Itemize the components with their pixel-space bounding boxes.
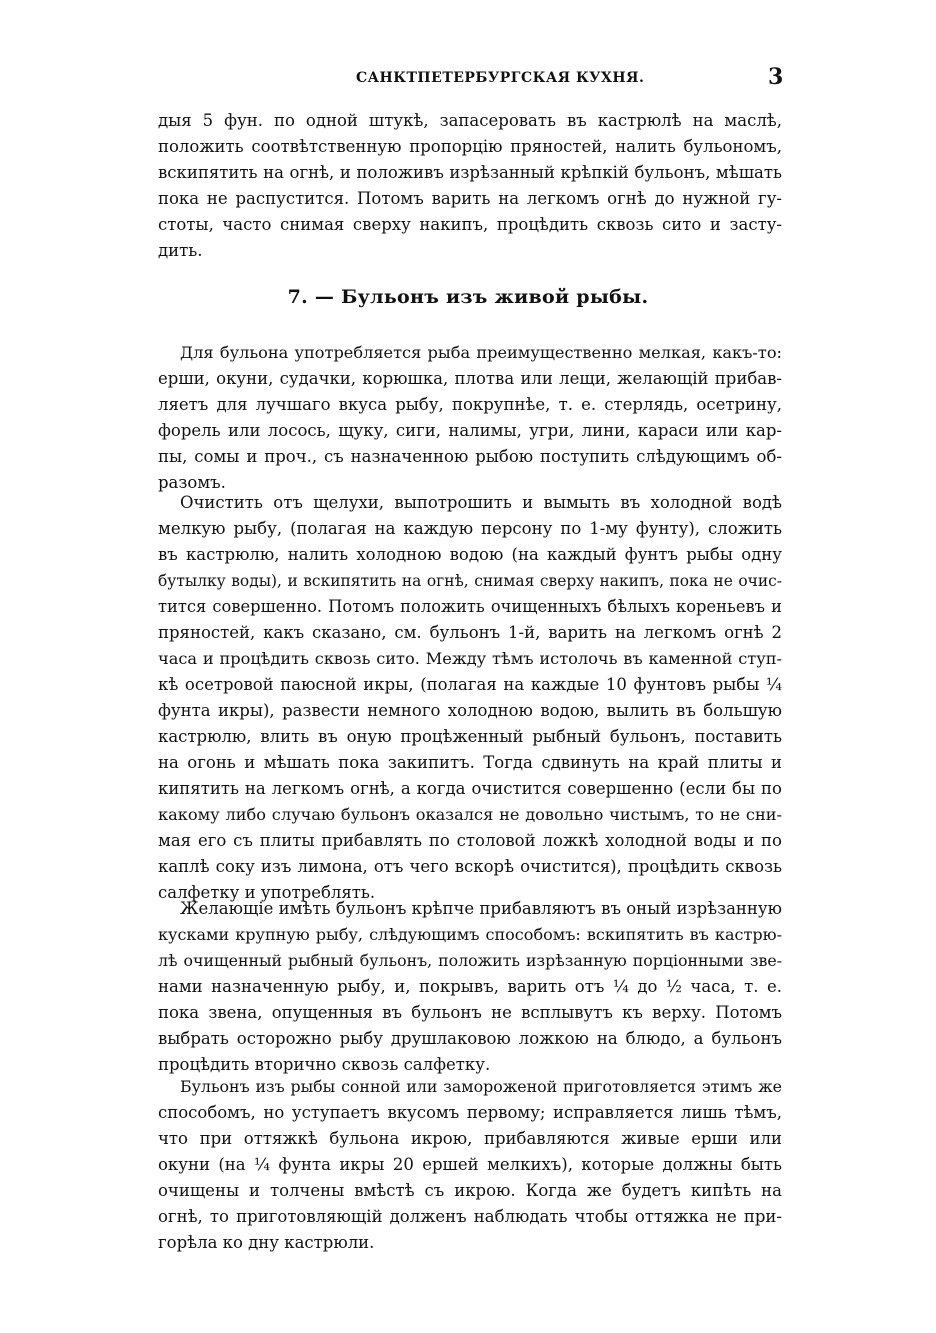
- text-line: часа и процѣдить сквозь сито. Между тѣмъ истолочь въ каменной ступ-: [158, 649, 782, 668]
- text-line: бутылку воды), и вскипятить на огнѣ, снимая сверху накипъ, пока не очис-: [158, 572, 782, 590]
- paragraph-3: [158, 896, 782, 1078]
- text-line: мелкую рыбу, (полагая на каждую персону по 1-му фунту), сложить: [158, 519, 782, 538]
- text-line: пока звена, опущенныя въ бульонъ не всплывутъ къ верху. Потомъ: [158, 1003, 782, 1022]
- text-line: разомъ.: [158, 473, 226, 492]
- text-line: ерши, окуни, судачки, корюшка, плотва или лещи, желающій прибав-: [158, 369, 782, 388]
- text-line: дить.: [158, 241, 203, 260]
- section-heading: 7. — Бульонъ изъ живой рыбы.: [287, 286, 649, 308]
- text-line: Желающіе имѣть бульонъ крѣпче прибавляютъ въ оный изрѣзанную: [180, 899, 782, 918]
- text-line: очищены и толчены вмѣстѣ съ икрою. Когда же будетъ кипѣть на: [158, 1181, 782, 1200]
- text-line: положить соотвѣтственную пропорцію пряностей, налить бульономъ,: [158, 137, 782, 156]
- text-line: на огонь и мѣшать пока закипитъ. Тогда сдвинуть на край плиты и: [158, 753, 782, 772]
- text-line: нами назначенную рыбу, и, покрывъ, варить отъ ¼ до ½ часа, т. е.: [158, 977, 782, 996]
- text-line: огнѣ, то приготовляющій долженъ наблюдать чтобы оттяжка не при-: [158, 1207, 782, 1226]
- text-line: способомъ, но уступаетъ вкусомъ первому; исправляется лишь тѣмъ,: [158, 1103, 782, 1122]
- text-line: выбрать осторожно рыбу друшлаковою ложкою на блюдо, а бульонъ: [158, 1029, 782, 1048]
- text-line: процѣдить вторично сквозь салфетку.: [158, 1055, 491, 1074]
- text-line: ляетъ для лучшаго вкуса рыбу, покрупнѣе, т. е. стерлядь, осетрину,: [158, 395, 782, 414]
- paragraph-2: [158, 490, 782, 906]
- text-line: фунта икры), развести немного холодною водою, вылить въ большую: [158, 701, 782, 720]
- text-line: въ кастрюлю, налить холодною водою (на каждый фунтъ рыбы одну: [158, 545, 782, 564]
- text-line: пы, сомы и проч., съ назначенною рыбою поступить слѣдующимъ об-: [158, 447, 782, 466]
- text-line: кусками крупную рыбу, слѣдующимъ способомъ: вскипятить въ кастрю-: [158, 925, 782, 944]
- text-line: Очистить отъ щелухи, выпотрошить и вымыть въ холодной водѣ: [180, 493, 782, 512]
- text-line: тится совершенно. Потомъ положить очищенныхъ бѣлыхъ кореньевъ и: [158, 597, 782, 616]
- text-line: вскипятить на огнѣ, и положивъ изрѣзанный крѣпкій бульонъ, мѣшать: [158, 163, 782, 182]
- text-line: пряностей, какъ сказано, см. бульонъ 1-й, варить на легкомъ огнѣ 2: [158, 623, 782, 642]
- page-number: 3: [768, 64, 784, 90]
- text-line: пока не распустится. Потомъ варить на легкомъ огнѣ до нужной гу-: [158, 189, 782, 208]
- text-line: кѣ осетровой паюсной икры, (полагая на каждые 10 фунтовъ рыбы ¼: [158, 675, 782, 694]
- text-line: каплѣ соку изъ лимона, отъ чего вскорѣ очистится), процѣдить сквозь: [158, 857, 782, 876]
- continuation-paragraph: [158, 108, 782, 264]
- text-line: форель или лосось, щуку, сиги, налимы, угри, лини, караси или кар-: [158, 421, 782, 440]
- text-line: Бульонъ изъ рыбы сонной или замороженой приготовляется этимъ же: [180, 1077, 782, 1096]
- text-line: кастрюлю, влить въ оную процѣженный рыбный бульонъ, поставить: [158, 727, 782, 746]
- text-line: лѣ очищенный рыбный бульонъ, положить изрѣзанную порціонными зве-: [158, 951, 782, 970]
- running-head: [0, 64, 936, 92]
- text-line: Для бульона употребляется рыба преимущественно мелкая, какъ-то:: [180, 343, 782, 362]
- text-line: дыя 5 фун. по одной штукѣ, запасеровать въ кастрюлѣ на маслѣ,: [158, 111, 782, 130]
- text-line: стоты, часто снимая сверху накипъ, процѣдить сквозь сито и засту-: [158, 215, 782, 234]
- paragraph-1: [158, 340, 782, 496]
- paragraph-4: [158, 1074, 782, 1256]
- text-line: кипятить на легкомъ огнѣ, а когда очистится совершенно (если бы по: [158, 779, 782, 798]
- text-line: горѣла ко дну кастрюли.: [158, 1233, 375, 1252]
- text-line: окуни (на ¼ фунта икры 20 ершей мелкихъ), которые должны быть: [158, 1155, 782, 1174]
- text-line: что при оттяжкѣ бульона икрою, прибавляются живые ерши или: [158, 1129, 782, 1148]
- running-title: САНКТПЕТЕРБУРГСКАЯ КУХНЯ.: [356, 70, 645, 86]
- text-line: мая его съ плиты прибавлять по столовой ложкѣ холодной воды и по: [158, 831, 782, 850]
- text-line: салфетку и употреблять.: [158, 883, 376, 902]
- text-line: какому либо случаю бульонъ оказался не довольно чистымъ, то не сни-: [158, 805, 782, 824]
